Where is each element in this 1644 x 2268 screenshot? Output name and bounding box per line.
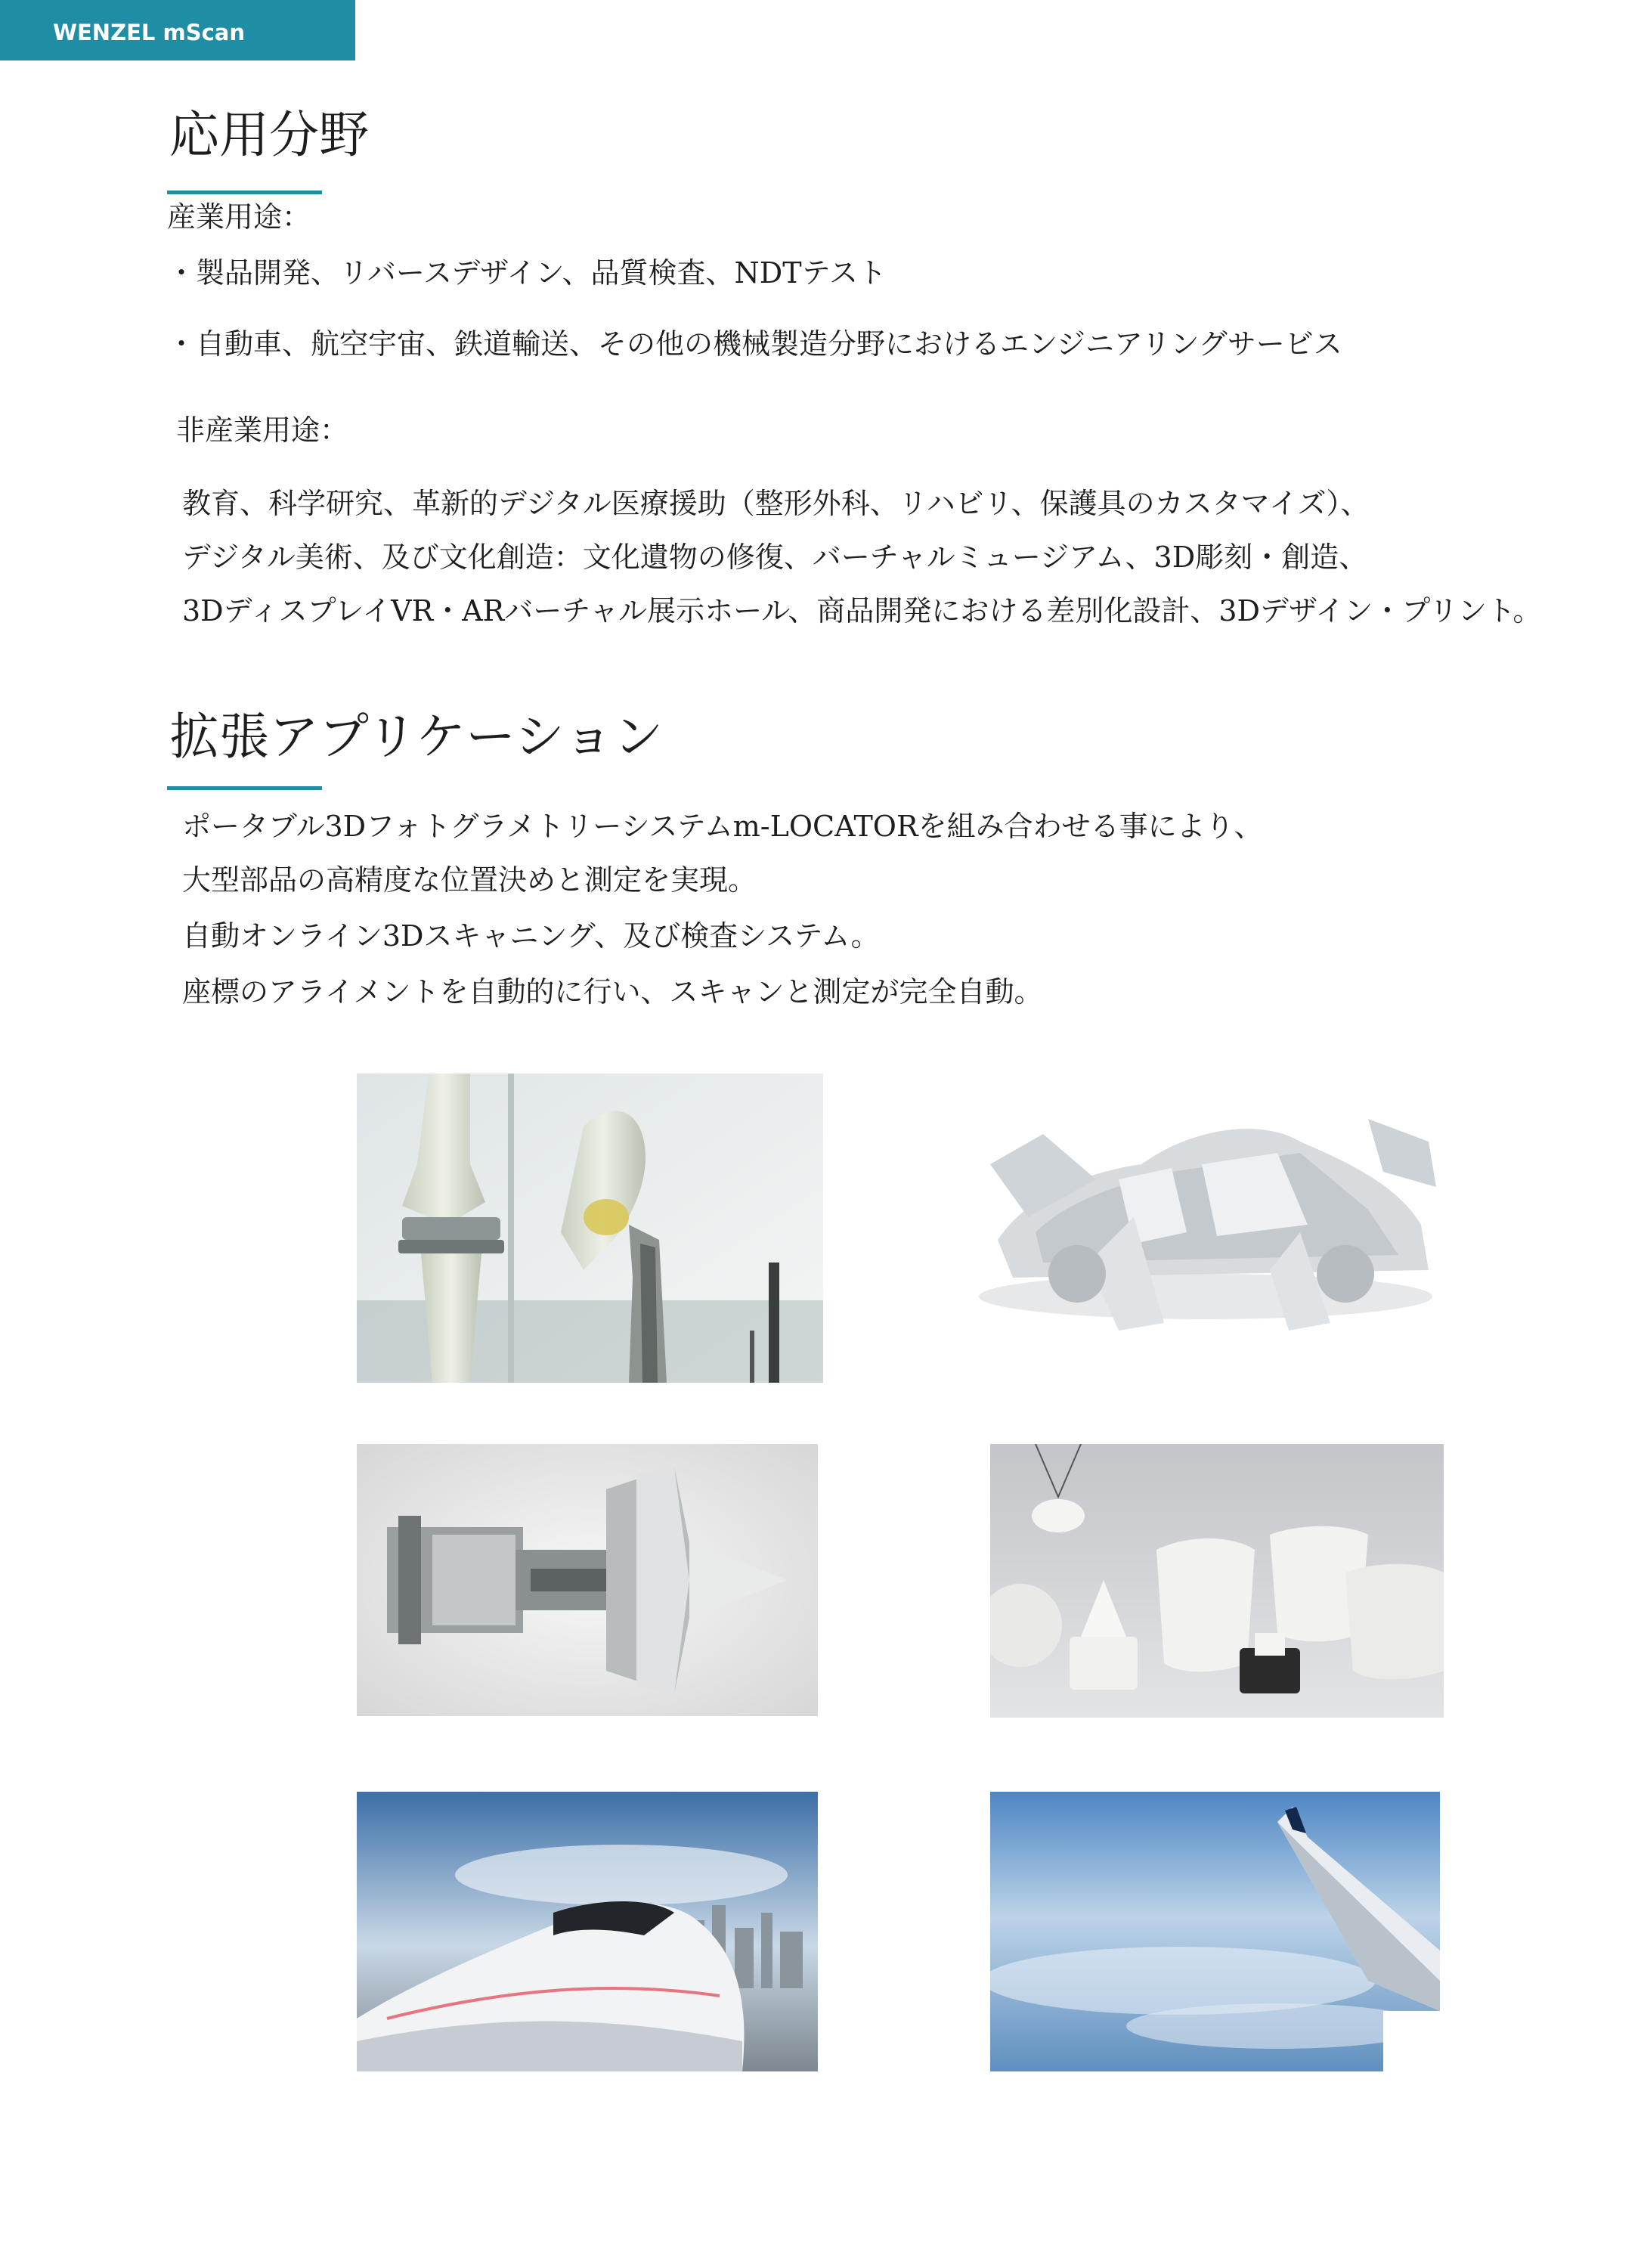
non-industrial-label: 非産業用途： <box>176 414 349 447</box>
section-title-extended: 拡張アプリケーション <box>169 708 664 766</box>
extended-line: ポータブル3Dフォトグラメトリーシステムm-LOCATORを組み合わせる事により、 <box>182 810 1263 843</box>
section-underline <box>167 191 322 194</box>
3d-printed-objects-photo <box>990 1444 1444 1718</box>
non-industrial-line: 3DディスプレイVR・ARバーチャル展示ホール、商品開発における差別化設計、3Dデザイン・プリント。 <box>182 594 1542 627</box>
section-underline <box>167 786 322 790</box>
extended-line: 自動オンライン3Dスキャニング、及び検査システム。 <box>182 919 880 953</box>
non-industrial-line: デジタル美術、及び文化創造：文化遺物の修復、バーチャルミュージアム、3D彫刻・創造、 <box>182 541 1368 574</box>
extended-line: 大型部品の高精度な位置決めと測定を実現。 <box>182 863 757 897</box>
car-body-photo <box>945 1081 1466 1353</box>
industrial-label: 産業用途： <box>167 200 311 234</box>
industrial-item: ・製品開発、リバースデザイン、品質検査、NDTテスト <box>167 256 887 290</box>
high-speed-train-photo <box>357 1792 818 2071</box>
non-industrial-line: 教育、科学研究、革新的デジタル医療援助（整形外科、リハビリ、保護具のカスタマイズ）、 <box>182 487 1370 520</box>
brand-label: WENZEL mScan <box>53 20 245 45</box>
brand-tab <box>0 0 355 60</box>
jet-engine-photo <box>357 1444 818 1716</box>
extended-line: 座標のアライメントを自動的に行い、スキャンと測定が完全自動。 <box>182 975 1043 1009</box>
industrial-item: ・自動車、航空宇宙、鉄道輸送、その他の機械製造分野におけるエンジニアリングサービス <box>167 327 1342 361</box>
aircraft-wing-photo <box>990 1792 1440 2071</box>
section-title-applications: 応用分野 <box>169 106 369 164</box>
orthopedic-implants-photo <box>357 1074 823 1383</box>
